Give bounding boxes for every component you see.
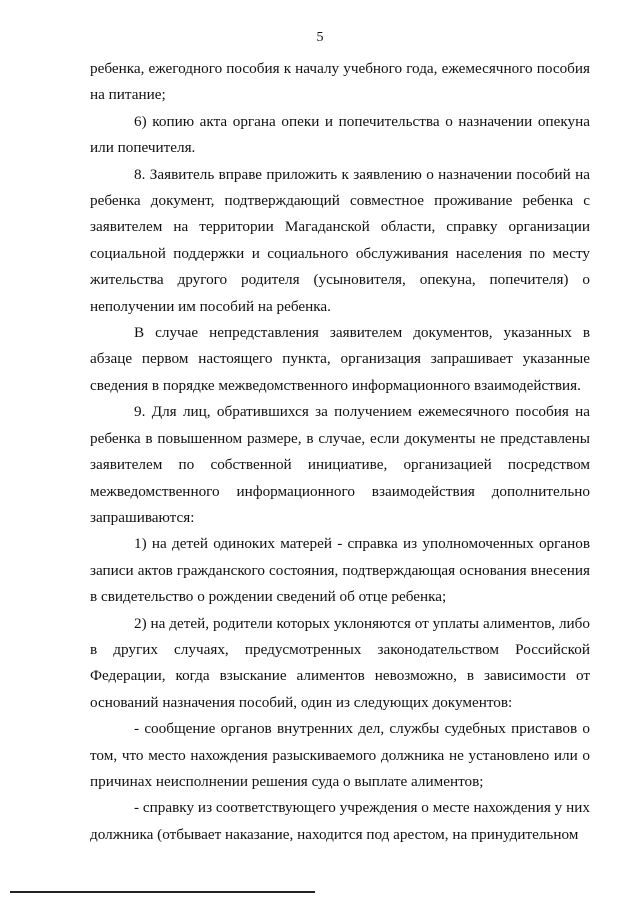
paragraph: 1) на детей одиноких матерей - справка из уполномоченных органов записи актов гражданского состояния, подтверждающая основания внесения в свидетельство о рождении сведений об отце ребенка; [90,535,590,606]
paragraph: 6) копию акта органа опеки и попечительства о назначении опекуна или попечителя. [90,112,590,157]
document-body [90,56,590,848]
paragraph: - сообщение органов внутренних дел, службы судебных приставов о том, что место нахождения разыскиваемого должника не установлено или о причинах неисполнении решения суда о выплате алиментов; [90,720,590,790]
footer-divider [10,891,315,893]
paragraph: 9. Для лиц, обратившихся за получением ежемесячного пособия на ребенка в повышенном размере, в случае, если документы не представлены заявителем по собственной инициативе, организацией посредством межведомственного информационного взаимодействия дополнительно запрашиваются: [90,403,590,526]
paragraph: 2) на детей, родители которых уклоняются от уплаты алиментов, либо в других случаях, предусмотренных законодательством Российской Федерации, когда взыскание алиментов невозможно, в зависимости от оснований назначения пособий, один из следующих документов: [90,614,590,711]
page-number: 5 [316,30,324,45]
paragraph: - справку из соответствующего учреждения о месте нахождения у них должника (отбывает наказание, находится под арестом, на принудительном [90,799,590,843]
paragraph: В случае непредставления заявителем документов, указанных в абзаце первом настоящего пункта, организация запрашивает указанные сведения в порядке межведомственного информационного взаимодействия. [90,324,590,394]
paragraph: 8. Заявитель вправе приложить к заявлению о назначении пособий на ребенка документ, подтверждающий совместное проживание ребенка с заявителем на территории Магаданской области, справку организации социальной поддержки и социального обслуживания населения по месту жительства другого родителя (усыновителя, опекуна, попечителя) о неполучении им пособий на ребенка. [90,165,590,315]
paragraph: ребенка, ежегодного пособия к началу учебного года, ежемесячного пособия на питание; [90,60,590,104]
